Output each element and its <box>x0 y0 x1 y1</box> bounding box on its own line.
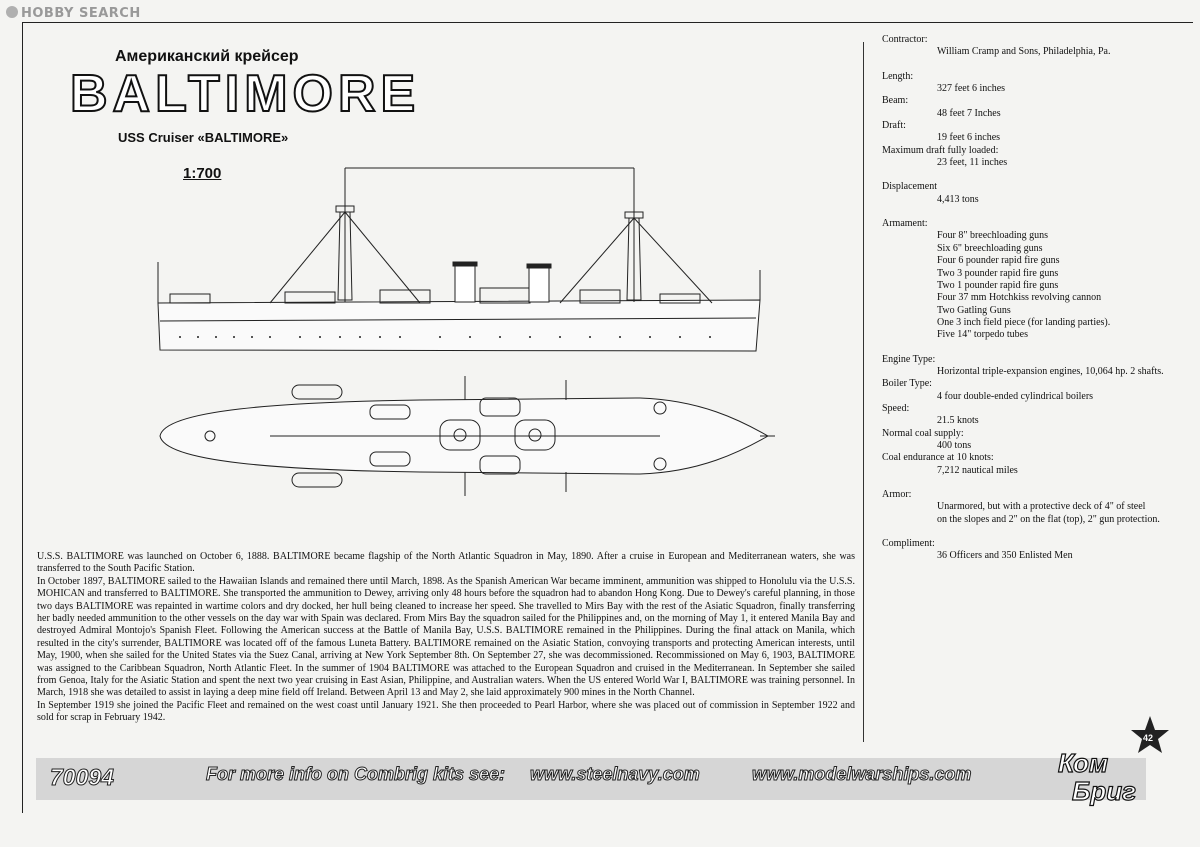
footer-bar <box>36 758 1146 800</box>
spec-value: 327 feet 6 inches <box>937 83 1006 95</box>
spec-label: Maximum draft fully loaded: <box>882 144 999 156</box>
spec-value: 23 feet, 11 inches <box>937 157 1008 169</box>
spec-label: Length: <box>882 70 914 82</box>
spec-value: 400 tons <box>937 439 972 451</box>
spec-value: Two 1 pounder rapid fire guns <box>937 279 1059 291</box>
spec-gap <box>882 526 1194 538</box>
history-text <box>37 551 855 725</box>
spec-value: Horizontal triple-expansion engines, 10,064 hp. 2 shafts. <box>937 365 1164 377</box>
spec-label: Armor: <box>882 489 912 500</box>
spec-gap <box>882 477 1194 489</box>
kit-code: 70094 <box>50 764 114 790</box>
spec-label: Armament: <box>882 218 928 230</box>
spec-value: 21.5 knots <box>937 415 979 427</box>
spec-value: Unarmored, but with a protective deck of 4" of steel <box>937 501 1146 513</box>
spec-value: Four 8" breechloading guns <box>937 230 1049 242</box>
scale-label: 1:700 <box>183 165 222 182</box>
spec-value: 36 Officers and 350 Enlisted Men <box>937 550 1073 562</box>
info-text: For more info on Combrig kits see: <box>206 764 506 784</box>
spec-value: Four 6 pounder rapid fire guns <box>937 255 1060 267</box>
page-title: BALTIMORE <box>70 65 421 123</box>
ship-drawings <box>0 0 860 520</box>
spec-gap <box>882 59 1194 71</box>
spec-value: Four 37 mm Hotchkiss revolving cannon <box>937 292 1102 304</box>
spec-gap <box>882 169 1194 181</box>
spec-value: Two Gatling Guns <box>937 304 1011 316</box>
spec-value: One 3 inch field piece (for landing parties). <box>937 316 1111 328</box>
spec-value: on the slopes and 2" on the flat (top), 2" gun protection. <box>937 513 1160 525</box>
history-paragraph-3: In September 1919 she joined the Pacific Fleet and remained on the west coast until January 1921. She then proceeded to Pearl Harbor, where she was placed out of commission in September 1922 and sold for scrap in February 1942. <box>37 699 855 724</box>
spec-value: Five 14" torpedo tubes <box>937 329 1029 341</box>
spec-value: Six 6" breechloading guns <box>937 242 1043 254</box>
modelwarships-link[interactable]: www.modelwarships.com <box>752 764 972 784</box>
spec-label: Compliment: <box>882 538 935 550</box>
spec-label: Normal coal supply: <box>882 427 964 439</box>
spec-label: Contractor: <box>882 34 928 45</box>
spec-value: 48 feet 7 Inches <box>937 107 1001 119</box>
cruiser-name: USS Cruiser «BALTIMORE» <box>118 130 289 145</box>
spec-label: Draft: <box>882 120 906 132</box>
logo-line1: Ком <box>1058 748 1109 778</box>
spec-label: Boiler Type: <box>882 378 932 390</box>
spec-label: Engine Type: <box>882 353 936 365</box>
logo-line2: Бриг <box>1072 776 1137 806</box>
spec-label: Coal endurance at 10 knots: <box>882 452 994 464</box>
subtitle: Американский крейсер <box>115 48 299 65</box>
combrig-logo <box>1050 712 1170 807</box>
ship-top-view <box>160 376 775 496</box>
ship-side-profile <box>158 168 760 351</box>
spec-value: 4,413 tons <box>937 193 979 205</box>
svg-text:42: 42 <box>1142 733 1154 743</box>
history-paragraph-2: In October 1897, BALTIMORE sailed to the Hawaiian Islands and remained there until March, 1898. As the Spanish American War became imminent, ammunition was shipped to Honolulu via the U.S.S. MOHICAN and transferred to BALTIMORE. She transported the ammunition to Dewey, arriving only 48 hours before the squadron had to abandon Hong Kong. Due to Dewey's careful planning, in those two days BALTIMORE was repainted in wartime colors and dry docked, her hull being cleaned to increase her speed. She travelled to Mirs Bay with the rest of the Asiatic Squadron, finally transferring her badly needed ammunition to the other vessels on the day war with Spain was declared. From Mirs Bay the squadron sailed for the Philippines and, on the morning of May 1, it entered Manila Bay and destroyed Admiral Montojo's Spanish Fleet. Following the American success at the Battle of Manila Bay, U.S.S. BALTIMORE remained in the Philippines. During the final attack on Manila, which resulted in the city's surrender, BALTIMORE was located off of the famous Luneta Battery. BALTIMORE remained on the Asiatic Station, convoying transports and protecting American interests, until May, 1900, when she sailed for the United States via the Suez Canal, arriving at New York September 8th. On September 27, she was decommissioned. Recommissioned on May 6, 1903, BALTIMORE was assigned to the Caribbean Squadron, North Atlantic Fleet. In the summer of 1904 BALTIMORE was attached to the European Squadron and cruised in the Mediterranean. In September she sailed from Genoa, Italy for the Asiatic Station and spent the next two year cruising in East Asian, Philippine, and Australian waters. When the US entered World War I, BALTIMORE was training personnel. In March, 1918 she was detailed to assist in laying a deep mine field off Ireland. Between April 13 and May 2, she laid approximately 900 mines in the North Channel. <box>37 575 855 699</box>
steelnavy-link[interactable]: www.steelnavy.com <box>530 764 700 784</box>
spec-value: William Cramp and Sons, Philadelphia, Pa. <box>937 46 1111 58</box>
watermark-text: HOBBY SEARCH <box>21 6 141 21</box>
spec-gap <box>882 206 1194 218</box>
spec-value: Two 3 pounder rapid fire guns <box>937 267 1059 279</box>
spec-label: Displacement <box>882 181 937 193</box>
spec-label: Speed: <box>882 402 910 414</box>
spec-value: 7,212 nautical miles <box>937 464 1018 476</box>
history-paragraph-1: U.S.S. BALTIMORE was launched on October 6, 1888. BALTIMORE became flagship of the North Atlantic Squadron in May, 1890. After a cruise in European and Mediterranean waters, she was transferred to the South Pacific Station. <box>37 551 855 575</box>
column-divider <box>863 42 864 742</box>
spec-label: Beam: <box>882 95 909 107</box>
specifications-panel <box>882 34 1194 563</box>
spec-value: 4 four double-ended cylindrical boilers <box>937 390 1094 402</box>
spec-gap <box>882 342 1194 354</box>
spec-value: 19 feet 6 inches <box>937 132 1001 144</box>
